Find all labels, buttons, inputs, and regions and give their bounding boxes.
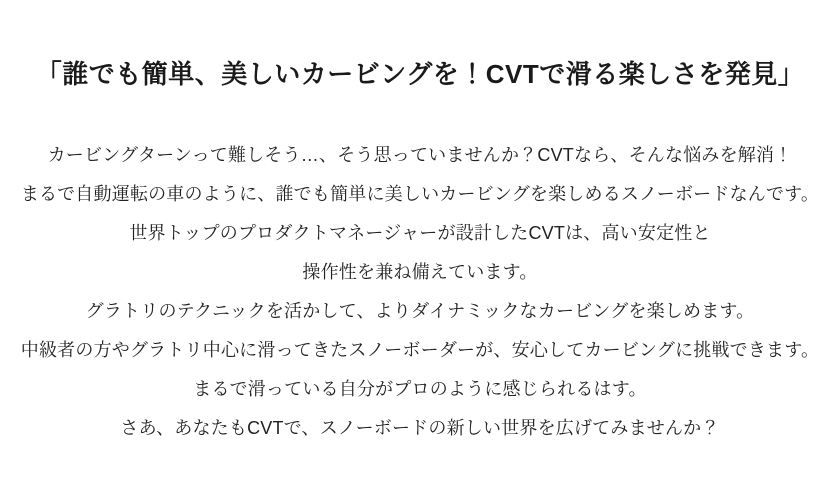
body-line-7: まるで滑っている自分がプロのように感じられるはす。 bbox=[193, 379, 647, 399]
body-line-6: 中級者の方やグラトリ中心に滑ってきたスノーボーダーが、安心してカービングに挑戦できます。 bbox=[20, 340, 820, 360]
page-title: 「誰でも簡単、美しいカービングを！CVTで滑る楽しさを発見」 bbox=[35, 59, 805, 89]
body-line-8: さあ、あなたもCVTで、スノーボードの新しい世界を広げてみませんか？ bbox=[120, 418, 720, 438]
body-line-4: 操作性を兼ね備えています。 bbox=[302, 262, 538, 282]
body-copy bbox=[0, 136, 840, 448]
body-line-3: 世界トップのプロダクトマネージャーが設計したCVTは、高い安定性と bbox=[129, 223, 711, 243]
body-line-2: まるで自動運転の車のように、誰でも簡単に美しいカービングを楽しめるスノーボードなんです。 bbox=[20, 184, 820, 204]
body-line-1: カービングターンって難しそう…、そう思っていませんか？CVTなら、そんな悩みを解消！ bbox=[47, 145, 793, 165]
body-line-5: グラトリのテクニックを活かして、よりダイナミックなカービングを楽しめます。 bbox=[85, 301, 755, 321]
